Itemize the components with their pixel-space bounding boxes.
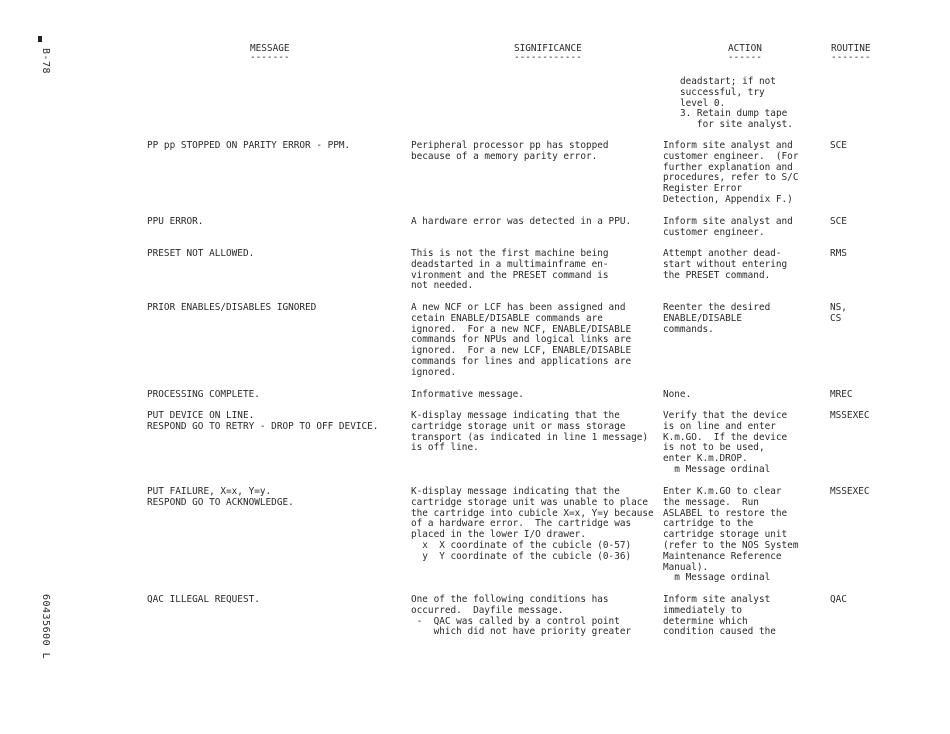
table-row-message: PUT FAILURE, X=x, Y=y. RESPOND GO TO ACKNOWLEDGE. <box>147 486 294 508</box>
table-row-message: PPU ERROR. <box>147 216 204 227</box>
header-significance: SIGNIFICANCE <box>514 43 582 54</box>
table-row-significance: A hardware error was detected in a PPU. <box>411 216 632 227</box>
table-row-action: Enter K.m.GO to clear the message. Run ASLABEL to restore the cartridge to the cartridge storage unit (refer to the NOS System Maintenance Reference Manual). m Message ordinal <box>663 486 799 584</box>
header-action-underline: ------ <box>728 52 762 63</box>
header-routine: ROUTINE <box>831 43 871 54</box>
table-row-significance: One of the following conditions has occurred. Dayfile message. - QAC was called by a control point which did not have priority greater <box>411 594 632 638</box>
table-row-routine: QAC <box>830 594 847 605</box>
table-row-action: Inform site analyst immediately to determine which condition caused the <box>663 594 776 638</box>
table-row-routine: SCE <box>830 216 847 227</box>
header-message-underline: ------- <box>250 52 290 63</box>
table-row-message: PROCESSING COMPLETE. <box>147 389 260 400</box>
header-routine-underline: ------- <box>831 52 871 63</box>
table-row-routine: MSSEXEC <box>830 486 870 497</box>
table-row-action: Reenter the desired ENABLE/DISABLE commands. <box>663 302 771 335</box>
table-row-significance: Peripheral processor pp has stopped because of a memory parity error. <box>411 140 609 162</box>
table-row-action: Inform site analyst and customer engineer. (For further explanation and procedures, refer to S/C Register Error Detection, Appendix F.) <box>663 140 799 205</box>
page-number: B-78 <box>40 48 51 75</box>
header-action: ACTION <box>728 43 762 54</box>
table-row-significance: A new NCF or LCF has been assigned and cetain ENABLE/DISABLE commands are ignored. For a new NCF, ENABLE/DISABLE commands for NPUs and logical links are ignored. For a new LCF, ENABLE/DISABLE commands for lines and applications are ignored. <box>411 302 632 378</box>
table-row-routine: NS, CS <box>830 302 847 324</box>
table-row-message: PUT DEVICE ON LINE. RESPOND GO TO RETRY - DROP TO OFF DEVICE. <box>147 410 379 432</box>
table-row-significance: Informative message. <box>411 389 524 400</box>
table-row-routine: MREC <box>830 389 853 400</box>
table-row-significance: K-display message indicating that the cartridge storage unit or mass storage transport (as indicated in line 1 message) is off line. <box>411 410 649 454</box>
table-row-action: Inform site analyst and customer engineer. <box>663 216 793 238</box>
table-row-message: PP pp STOPPED ON PARITY ERROR - PPM. <box>147 140 351 151</box>
table-row-action: Verify that the device is on line and enter K.m.GO. If the device is not to be used, enter K.m.DROP. m Message ordinal <box>663 410 788 475</box>
table-row-routine: MSSEXEC <box>830 410 870 421</box>
table-row-message: QAC ILLEGAL REQUEST. <box>147 594 260 605</box>
table-row-action: None. <box>663 389 692 400</box>
table-row-action: deadstart; if not successful, try level 0. 3. Retain dump tape for site analyst. <box>680 76 793 131</box>
table-row-significance: This is not the first machine being deadstarted in a multimainframe en- vironment and the PRESET command is not needed. <box>411 248 609 292</box>
table-row-message: PRESET NOT ALLOWED. <box>147 248 255 259</box>
table-row-message: PRIOR ENABLES/DISABLES IGNORED <box>147 302 317 313</box>
table-row-routine: SCE <box>830 140 847 151</box>
table-row-routine: RMS <box>830 248 847 259</box>
table-row-significance: K-display message indicating that the cartridge storage unit was unable to place the cartridge into cubicle X=x, Y=y because of a hardware error. The cartridge was placed in the lower I/O drawer. x X coordinate of the cubicle (0-57) y Y coordinate of the cubicle (0-36) <box>411 486 654 562</box>
document-number: 60435600 L <box>40 594 51 660</box>
header-message: MESSAGE <box>250 43 290 54</box>
page-edge-mark <box>38 36 42 42</box>
table-row-action: Attempt another dead- start without entering the PRESET command. <box>663 248 788 281</box>
header-significance-underline: ------------ <box>514 52 582 63</box>
